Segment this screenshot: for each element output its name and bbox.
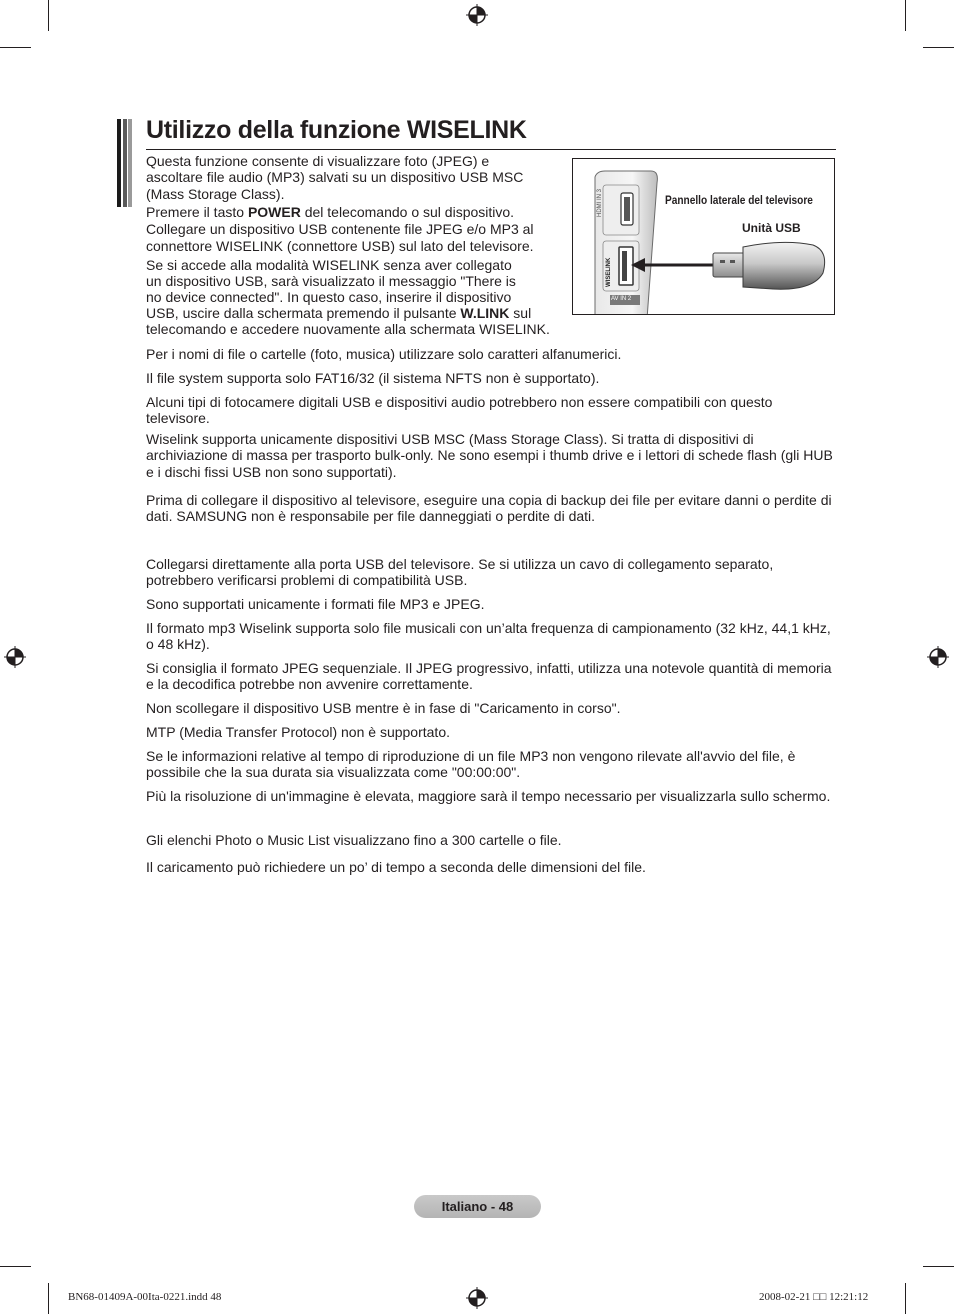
title-decoration-bar: [117, 119, 132, 207]
registration-mark-icon: [466, 4, 488, 26]
port-label-wiselink: WISELINK: [606, 257, 612, 287]
page-number-badge: Italiano - 48: [414, 1195, 541, 1218]
note-paragraph: Prima di collegare il dispositivo al televisore, eseguire una copia di backup dei file per evitare danni o perdite di dati. SAMSUNG non è responsabile per file danneggiati o perdite di dati.: [146, 492, 832, 525]
note-paragraph: Per i nomi di file o cartelle (foto, musica) utilizzare solo caratteri alfanumerici.: [146, 346, 622, 362]
enter-instruction: un dispositivo USB, sarà visualizzato il messaggio "There is: [146, 273, 516, 289]
port-label-hdmi: HDMI IN 3: [597, 188, 603, 217]
wlink-key-label: W.LINK: [460, 305, 510, 321]
note-paragraph: Non scollegare il dispositivo USB mentre è in fase di "Caricamento in corso".: [146, 700, 621, 716]
crop-mark: [923, 1266, 954, 1267]
intro-line: ascoltare file audio (MP3) salvati su un dispositivo USB MSC: [146, 169, 524, 185]
note-paragraph: Sono supportati unicamente i formati file MP3 e JPEG.: [146, 596, 485, 612]
crop-mark: [905, 1283, 906, 1314]
registration-mark-icon: [466, 1287, 488, 1309]
note-paragraph: Collegarsi direttamente alla porta USB del televisore. Se si utilizza un cavo di collegamento separato, potrebbero verificarsi problemi di compatibilità USB.: [146, 556, 774, 589]
note-paragraph: MTP (Media Transfer Protocol) non è supportato.: [146, 724, 450, 740]
usb-drive-label: Unità USB: [742, 221, 801, 235]
power-instruction: Premere il tasto POWER del telecomando o sul dispositivo.: [146, 204, 515, 220]
print-slug-date: 2008-02-21 □□ 12:21:12: [759, 1291, 869, 1303]
panel-label: Pannello laterale del televisore: [665, 195, 813, 207]
crop-mark: [48, 1283, 49, 1314]
power-key-label: POWER: [247, 204, 301, 220]
tv-side-panel-illustration: [573, 159, 835, 315]
note-paragraph: Il caricamento può richiedere un po’ di tempo a seconda delle dimensioni del file.: [146, 859, 646, 875]
connect-instruction: Collegare un dispositivo USB contenente file JPEG e/o MP3 al: [146, 221, 534, 237]
note-paragraph: Più la risoluzione di un'immagine è elevata, maggiore sarà il tempo necessario per visualizzarla sullo schermo.: [146, 788, 831, 804]
crop-mark: [0, 1266, 31, 1267]
note-paragraph: Alcuni tipi di fotocamere digitali USB e dispositivi audio potrebbero non essere compatibili con questo televisore.: [146, 394, 773, 427]
crop-mark: [48, 0, 49, 31]
enter-instruction: telecomando e accedere nuovamente alla schermata WISELINK.: [146, 321, 550, 337]
crop-mark: [905, 0, 906, 31]
enter-instruction: no device connected". In questo caso, inserire il dispositivo: [146, 289, 512, 305]
page-title: Utilizzo della funzione WISELINK: [146, 116, 527, 144]
title-underline: [146, 149, 836, 150]
crop-mark: [923, 47, 954, 48]
note-paragraph: Wiselink supporta unicamente dispositivi USB MSC (Mass Storage Class). Si tratta di dispositivi di archiviazione di massa per trasporto bulk-only. Ne sono esempi i thumb drive e i lettori di schede flash (gli HUB e i dischi fissi USB non sono supportati).: [146, 431, 833, 480]
registration-mark-icon: [4, 646, 26, 668]
crop-mark: [0, 47, 31, 48]
intro-line: (Mass Storage Class).: [146, 186, 285, 202]
note-paragraph: Si consiglia il formato JPEG sequenziale. Il JPEG progressivo, infatti, utilizza una notevole quantità di memoria e la decodifica potrebbe non avvenire correttamente.: [146, 660, 832, 693]
note-paragraph: Gli elenchi Photo o Music List visualizzano fino a 300 cartelle o file.: [146, 832, 562, 848]
note-paragraph: Il formato mp3 Wiselink supporta solo file musicali con un’alta frequenza di campionamento (32 kHz, 44,1 kHz, o 48 kHz).: [146, 620, 831, 653]
intro-line: Questa funzione consente di visualizzare foto (JPEG) e: [146, 153, 490, 169]
enter-instruction: Se si accede alla modalità WISELINK senza aver collegato: [146, 257, 512, 273]
enter-instruction: USB, uscire dalla schermata premendo il pulsante W.LINK sul: [146, 305, 532, 321]
tv-side-panel-figure: [572, 158, 835, 315]
connect-instruction: connettore WISELINK (connettore USB) sul lato del televisore.: [146, 238, 534, 254]
port-label-av: AV IN 2: [611, 296, 632, 302]
registration-mark-icon: [927, 646, 949, 668]
note-paragraph: Il file system supporta solo FAT16/32 (il sistema NFTS non è supportato).: [146, 370, 600, 386]
print-slug-file: BN68-01409A-00Ita-0221.indd 48: [68, 1291, 222, 1303]
note-paragraph: Se le informazioni relative al tempo di riproduzione di un file MP3 non vengono rilevate all'avvio del file, è possibile che la sua durata sia visualizzata come "00:00:00".: [146, 748, 796, 781]
